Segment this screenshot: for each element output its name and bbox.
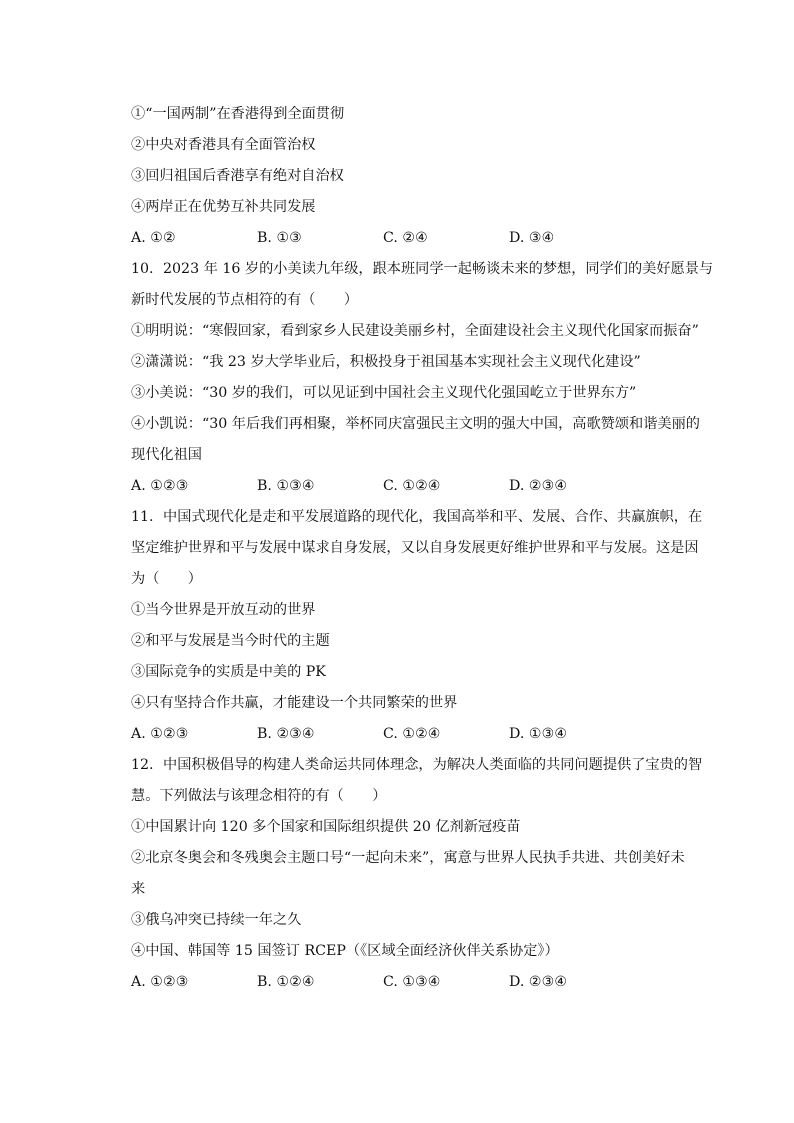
- q9-item-1: ①“一国两制”在香港得到全面贯彻: [131, 106, 345, 122]
- q12-item-2-cont: 来: [131, 881, 146, 897]
- q9-item-3: ③回归祖国后香港享有绝对自治权: [131, 168, 344, 184]
- question-10: [131, 254, 714, 502]
- q9-option-d: D. ③④: [509, 230, 555, 246]
- q11-stem-line-3: 为（ ）: [131, 571, 202, 587]
- q11-option-d: D. ①③④: [509, 726, 568, 742]
- q9-item-4: ④两岸正在优势互补共同发展: [131, 199, 316, 215]
- q10-item-3: ③小美说：“30 岁的我们，可以见证到中国社会主义现代化强国屹立于世界东方”: [131, 385, 637, 401]
- q11-options: [131, 719, 701, 750]
- question-11: [131, 502, 701, 750]
- q11-stem-line-2: 坚定维护世界和平与发展中谋求自身发展，又以自身发展更好维护世界和平与发展。这是因: [131, 540, 699, 556]
- q10-option-c: C. ①②④: [383, 478, 441, 494]
- q9-item-2: ②中央对香港具有全面管治权: [131, 137, 316, 153]
- q12-options: [131, 967, 701, 998]
- q12-item-2: ②北京冬奥会和冬残奥会主题口号“一起向未来”，寓意与世界人民执手共进、共创美好未: [131, 850, 685, 866]
- q9-option-c: C. ②④: [383, 230, 428, 246]
- q12-option-a: A. ①②③: [131, 974, 189, 990]
- q10-item-4: ④小凯说：“30 年后我们再相聚，举杯同庆富强民主文明的强大中国，高歌赞颂和谐美丽的: [131, 416, 700, 432]
- q11-number: 11.: [131, 509, 154, 525]
- q12-option-d: D. ②③④: [509, 974, 568, 990]
- question-9-continuation: [131, 99, 701, 254]
- q11-stem-line-1: 11. 中国式现代化是走和平发展道路的现代化，我国高举和平、发展、合作、共赢旗帜，在: [131, 502, 701, 533]
- q10-item-2: ②潇潇说：“我 23 岁大学毕业后，积极投身于祖国基本实现社会主义现代化建设”: [131, 354, 641, 370]
- question-content: [131, 99, 714, 998]
- q10-item-1: ①明明说：“寒假回家，看到家乡人民建设美丽乡村，全面建设社会主义现代化国家而振奋”: [131, 323, 699, 339]
- q11-item-2: ②和平与发展是当今时代的主题: [131, 633, 330, 649]
- q11-option-b: B. ②③④: [257, 726, 315, 742]
- q11-option-a: A. ①②③: [131, 726, 189, 742]
- q12-number: 12.: [131, 757, 154, 773]
- q10-option-a: A. ①②③: [131, 478, 189, 494]
- q11-item-1: ①当今世界是开放互动的世界: [131, 602, 316, 618]
- q9-options: [131, 223, 701, 254]
- q11-option-c: C. ①②④: [383, 726, 441, 742]
- q12-item-1: ①中国累计向 120 多个国家和国际组织提供 20 亿剂新冠疫苗: [131, 819, 521, 835]
- q11-item-3: ③国际竞争的实质是中美的 PK: [131, 664, 326, 680]
- q10-option-d: D. ②③④: [509, 478, 568, 494]
- q12-item-4: ④中国、韩国等 15 国签订 RCEP（《区域全面经济伙伴关系协定》）: [131, 943, 559, 959]
- q12-option-b: B. ①②④: [257, 974, 315, 990]
- q12-option-c: C. ①③④: [383, 974, 441, 990]
- question-12: [131, 750, 701, 998]
- q10-stem-line-2: 新时代发展的节点相符的有（ ）: [131, 292, 359, 308]
- q9-option-a: A. ①②: [131, 230, 176, 246]
- q10-options: [131, 471, 701, 502]
- q10-number: 10.: [131, 261, 154, 277]
- q9-option-b: B. ①③: [257, 230, 302, 246]
- q10-option-b: B. ①③④: [257, 478, 315, 494]
- q10-stem-line-1: 10. 2023 年 16 岁的小美读九年级，跟本班同学一起畅谈未来的梦想，同学们的美好愿景与: [131, 254, 701, 285]
- q12-stem-line-1: 12. 中国积极倡导的构建人类命运共同体理念，为解决人类面临的共同问题提供了宝贵的智: [131, 750, 701, 781]
- q12-stem-line-2: 慧。下列做法与该理念相符的有（ ）: [131, 788, 387, 804]
- q11-item-4: ④只有坚持合作共赢，才能建设一个共同繁荣的世界: [131, 695, 458, 711]
- q10-item-4-cont: 现代化祖国: [131, 447, 202, 463]
- q12-item-3: ③俄乌冲突已持续一年之久: [131, 912, 302, 928]
